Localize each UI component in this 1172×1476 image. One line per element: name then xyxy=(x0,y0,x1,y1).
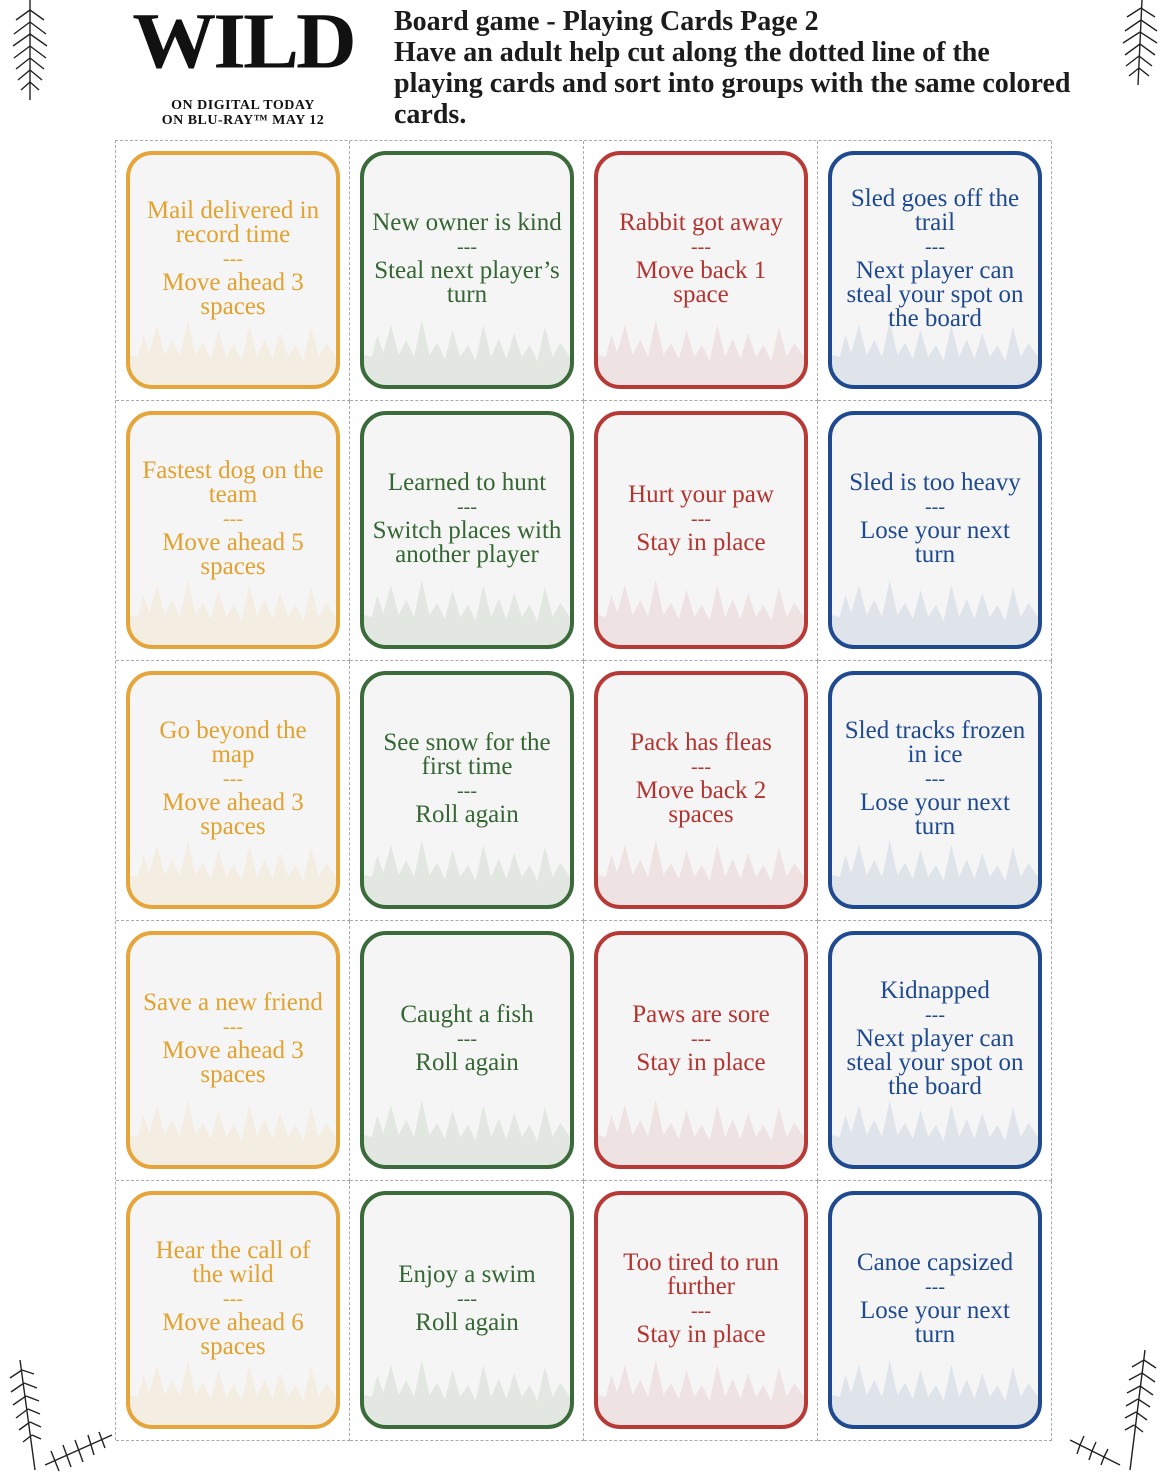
card-cell xyxy=(584,141,818,401)
card-cell xyxy=(350,921,584,1181)
playing-card-red xyxy=(594,151,808,389)
card-separator: --- xyxy=(457,496,477,518)
playing-card-red xyxy=(594,1191,808,1429)
tree-silhouette-icon xyxy=(598,815,804,905)
playing-card-green xyxy=(360,1191,574,1429)
card-cell xyxy=(116,661,350,921)
card-separator: --- xyxy=(925,236,945,258)
playing-card-blue xyxy=(828,1191,1042,1429)
card-action: Steal next player’s turn xyxy=(374,257,560,308)
card-cell xyxy=(818,921,1052,1181)
playing-card-red xyxy=(594,671,808,909)
playing-card-green xyxy=(360,671,574,909)
playing-card-orange xyxy=(126,1191,340,1429)
movie-logo xyxy=(118,0,368,140)
card-action: Lose your next turn xyxy=(860,789,1010,840)
pine-branch-bottom-left-icon xyxy=(0,1355,115,1476)
tree-silhouette-icon xyxy=(364,815,570,905)
card-separator: --- xyxy=(223,508,243,530)
card-event: Kidnapped xyxy=(880,977,990,1004)
card-action: Move back 1 space xyxy=(635,257,767,308)
card-separator: --- xyxy=(223,1016,243,1038)
card-cell xyxy=(818,661,1052,921)
page-instructions: Have an adult help cut along the dotted line of the playing cards and sort into groups with the same colored cards. xyxy=(394,37,1071,130)
card-separator: --- xyxy=(457,1028,477,1050)
card-event: Enjoy a swim xyxy=(398,1261,536,1288)
tree-silhouette-icon xyxy=(832,555,1038,645)
card-cell xyxy=(584,401,818,661)
tree-silhouette-icon xyxy=(130,1075,336,1165)
logo-release-digital: ON DIGITAL TODAY xyxy=(171,98,315,113)
card-separator: --- xyxy=(457,1288,477,1310)
tree-silhouette-icon xyxy=(364,1335,570,1425)
card-action: Roll again xyxy=(415,1049,519,1076)
card-action: Move ahead 5 spaces xyxy=(162,529,304,580)
card-separator: --- xyxy=(925,768,945,790)
card-action: Move back 2 spaces xyxy=(635,777,767,828)
tree-silhouette-icon xyxy=(598,295,804,385)
card-separator: --- xyxy=(457,236,477,258)
playing-card-red xyxy=(594,411,808,649)
card-action: Roll again xyxy=(415,1309,519,1336)
card-event: Sled goes off the trail xyxy=(850,185,1020,236)
card-cell xyxy=(350,1181,584,1441)
card-action: Switch places with another player xyxy=(372,517,562,568)
card-action: Move ahead 3 spaces xyxy=(162,789,304,840)
card-cell xyxy=(350,401,584,661)
pine-branch-top-right-icon xyxy=(1110,0,1172,90)
playing-card-blue xyxy=(828,151,1042,389)
tree-silhouette-icon xyxy=(598,1075,804,1165)
logo-title: WILD xyxy=(132,0,354,86)
playing-card-red xyxy=(594,931,808,1169)
card-cell xyxy=(116,921,350,1181)
card-action: Lose your next turn xyxy=(860,1297,1010,1348)
page-header xyxy=(394,6,1094,130)
card-separator: --- xyxy=(925,496,945,518)
card-event: Paws are sore xyxy=(632,1001,770,1028)
card-event: Fastest dog on the team xyxy=(142,457,324,508)
card-event: Save a new friend xyxy=(143,989,323,1016)
card-action: Next player can steal your spot on the board xyxy=(846,257,1024,332)
card-event: Hurt your paw xyxy=(628,481,774,508)
card-separator: --- xyxy=(691,508,711,530)
card-event: See snow for the first time xyxy=(383,729,551,780)
card-cell xyxy=(818,141,1052,401)
playing-card-green xyxy=(360,151,574,389)
card-cell xyxy=(350,141,584,401)
card-event: Caught a fish xyxy=(400,1001,534,1028)
tree-silhouette-icon xyxy=(832,1335,1038,1425)
card-action: Stay in place xyxy=(636,529,766,556)
card-action: Next player can steal your spot on the board xyxy=(846,1025,1024,1100)
card-grid xyxy=(115,140,1051,1440)
card-event: Go beyond the map xyxy=(159,717,307,768)
card-action: Move ahead 3 spaces xyxy=(162,1037,304,1088)
tree-silhouette-icon xyxy=(598,555,804,645)
card-event: New owner is kind xyxy=(372,209,562,236)
card-separator: --- xyxy=(223,1288,243,1310)
playing-card-orange xyxy=(126,411,340,649)
card-cell xyxy=(116,1181,350,1441)
card-event: Canoe capsized xyxy=(856,1249,1014,1276)
tree-silhouette-icon xyxy=(364,1075,570,1165)
card-cell xyxy=(584,1181,818,1441)
tree-silhouette-icon xyxy=(364,295,570,385)
card-event: Mail delivered in record time xyxy=(146,197,320,248)
card-cell xyxy=(818,401,1052,661)
card-action: Move ahead 3 spaces xyxy=(162,269,304,320)
card-action: Lose your next turn xyxy=(860,517,1010,568)
card-event: Hear the call of the wild xyxy=(155,1237,311,1288)
playing-card-green xyxy=(360,411,574,649)
card-cell xyxy=(116,401,350,661)
card-event: Pack has fleas xyxy=(630,729,772,756)
playing-card-orange xyxy=(126,671,340,909)
playing-card-orange xyxy=(126,931,340,1169)
card-event: Too tired to run further xyxy=(623,1249,779,1300)
card-cell xyxy=(116,141,350,401)
card-cell xyxy=(350,661,584,921)
card-separator: --- xyxy=(691,236,711,258)
card-cell xyxy=(584,921,818,1181)
playing-card-green xyxy=(360,931,574,1169)
page-title: Board game - Playing Cards Page 2 xyxy=(394,6,819,37)
logo-release-bluray: ON BLU-RAY™ MAY 12 xyxy=(161,113,325,128)
card-action: Stay in place xyxy=(636,1321,766,1348)
card-event: Rabbit got away xyxy=(619,209,783,236)
tree-silhouette-icon xyxy=(364,555,570,645)
card-event: Sled is too heavy xyxy=(849,469,1021,496)
card-event: Sled tracks frozen in ice xyxy=(844,717,1026,768)
card-action: Roll again xyxy=(415,801,519,828)
card-separator: --- xyxy=(925,1004,945,1026)
tree-silhouette-icon xyxy=(598,1335,804,1425)
card-cell xyxy=(584,661,818,921)
playing-card-blue xyxy=(828,671,1042,909)
card-separator: --- xyxy=(223,768,243,790)
card-separator: --- xyxy=(457,780,477,802)
card-separator: --- xyxy=(691,1300,711,1322)
card-cell xyxy=(818,1181,1052,1441)
card-separator: --- xyxy=(691,1028,711,1050)
card-separator: --- xyxy=(223,248,243,270)
pine-branch-bottom-right-icon xyxy=(1060,1345,1172,1476)
playing-card-orange xyxy=(126,151,340,389)
card-separator: --- xyxy=(925,1276,945,1298)
playing-card-blue xyxy=(828,931,1042,1169)
playing-card-blue xyxy=(828,411,1042,649)
card-event: Learned to hunt xyxy=(387,469,547,496)
card-separator: --- xyxy=(691,756,711,778)
card-action: Stay in place xyxy=(636,1049,766,1076)
pine-branch-top-left-icon xyxy=(0,0,60,110)
card-action: Move ahead 6 spaces xyxy=(162,1309,304,1360)
